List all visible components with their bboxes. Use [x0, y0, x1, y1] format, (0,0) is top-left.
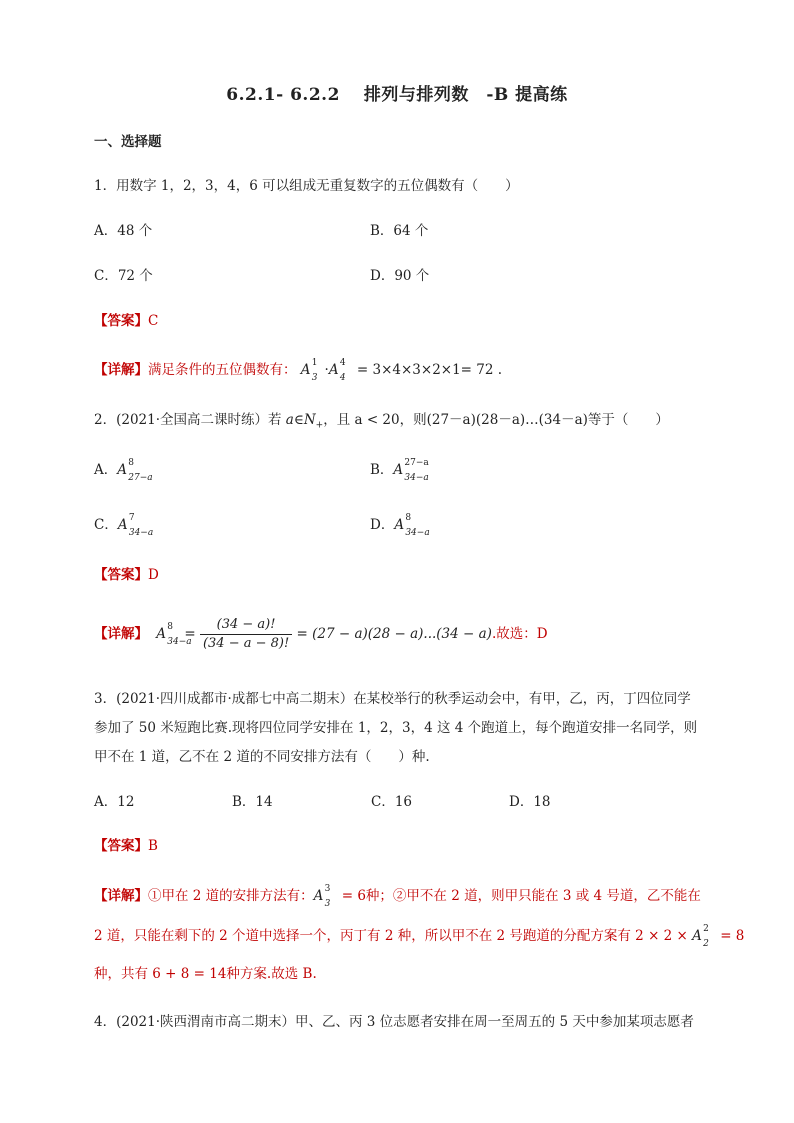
section-heading: 一、选择题	[94, 134, 162, 150]
q1-stem: 1．用数字 1，2，3，4，6 可以组成无重复数字的五位偶数有（ ）	[94, 178, 519, 194]
fraction: $\frac{(34 - a)!}{(34 - a - 8)!}$	[200, 616, 292, 653]
q1-option-d: D．90 个	[370, 268, 430, 284]
q3-stem-line1: 3．(2021·四川成都市·成都七中高二期末）在某校举行的秋季运动会中，有甲，乙，丙，丁四位同学	[94, 691, 691, 707]
detail-result: = 3×4×3×2×1= 72 .	[352, 362, 503, 378]
q2-answer: 【答案】D	[94, 567, 159, 583]
q3-option-c: C．16	[371, 794, 413, 810]
answer-value: C	[148, 313, 159, 329]
permutation-symbol: A 1 3	[300, 358, 318, 383]
q1-answer	[94, 311, 158, 331]
q2-detail: 【详解】 A 8 34−a = $\frac{(34 - a)!}{(34 - a - 8)!}$ = (27 − a)(28 − a)...(34 − a).故选：D	[94, 617, 548, 651]
q3-option-b: B．14	[232, 794, 273, 810]
q3-detail-line2: 2 道，只能在剩下的 2 个道中选择一个，丙丁有 2 种，所以甲不在 2 号跑道的分配方案有 2 × 2 × A 2 2 = 8	[94, 924, 745, 949]
detail-tag: 【详解】	[94, 362, 148, 378]
q2-option-d: D．A 8 34−a	[370, 513, 430, 538]
q3-detail-line1: 【详解】①甲在 2 道的安排方法有：A 3 3 = 6种；②甲不在 2 道，则甲只能在 3 或 4 号道，乙不能在	[94, 884, 701, 909]
page-title: 6.2.1- 6.2.2 排列与排列数 -B 提高练	[226, 85, 568, 105]
q3-option-d: D．18	[509, 794, 551, 810]
q2-option-c: C．A 7 34−a	[94, 513, 154, 538]
q3-option-a: A．12	[94, 794, 135, 810]
q2-option-b: B．A 27−a 34−a	[370, 458, 429, 483]
q3-detail-line3: 种，共有 6 + 8 = 14种方案.故选 B.	[94, 966, 317, 982]
q3-answer: 【答案】B	[94, 838, 158, 854]
q1-detail: 【详解】满足条件的五位偶数有： A 1 3 ·A 4 4 = 3×4×3×2×1= 72 .	[94, 358, 503, 383]
q2-stem: 2．(2021·全国高二课时练）若 $a\in N_+$，且 a < 20，则(27－a)(28－a)…(34－a)等于（ ）	[94, 412, 669, 431]
q2-option-a: A．A 8 27−a	[94, 458, 153, 483]
answer-tag: 【答案】	[94, 313, 148, 329]
q1-option-b: B．64 个	[370, 223, 429, 239]
q1-option-c: C．72 个	[94, 268, 153, 284]
detail-text: 满足条件的五位偶数有：	[148, 362, 297, 378]
q3-stem-line2: 参加了 50 米短跑比赛.现将四位同学安排在 1，2，3，4 这 4 个跑道上，每个跑道安排一名同学，则	[94, 720, 698, 736]
q4-stem-line1: 4．(2021·陕西渭南市高二期末）甲、乙、丙 3 位志愿者安排在周一至周五的 5 天中参加某项志愿者	[94, 1014, 694, 1030]
q1-option-a: A．48 个	[94, 223, 153, 239]
q3-stem-line3: 甲不在 1 道，乙不在 2 道的不同安排方法有（ ）种.	[94, 749, 430, 765]
permutation-symbol: A 4 4	[328, 358, 346, 383]
